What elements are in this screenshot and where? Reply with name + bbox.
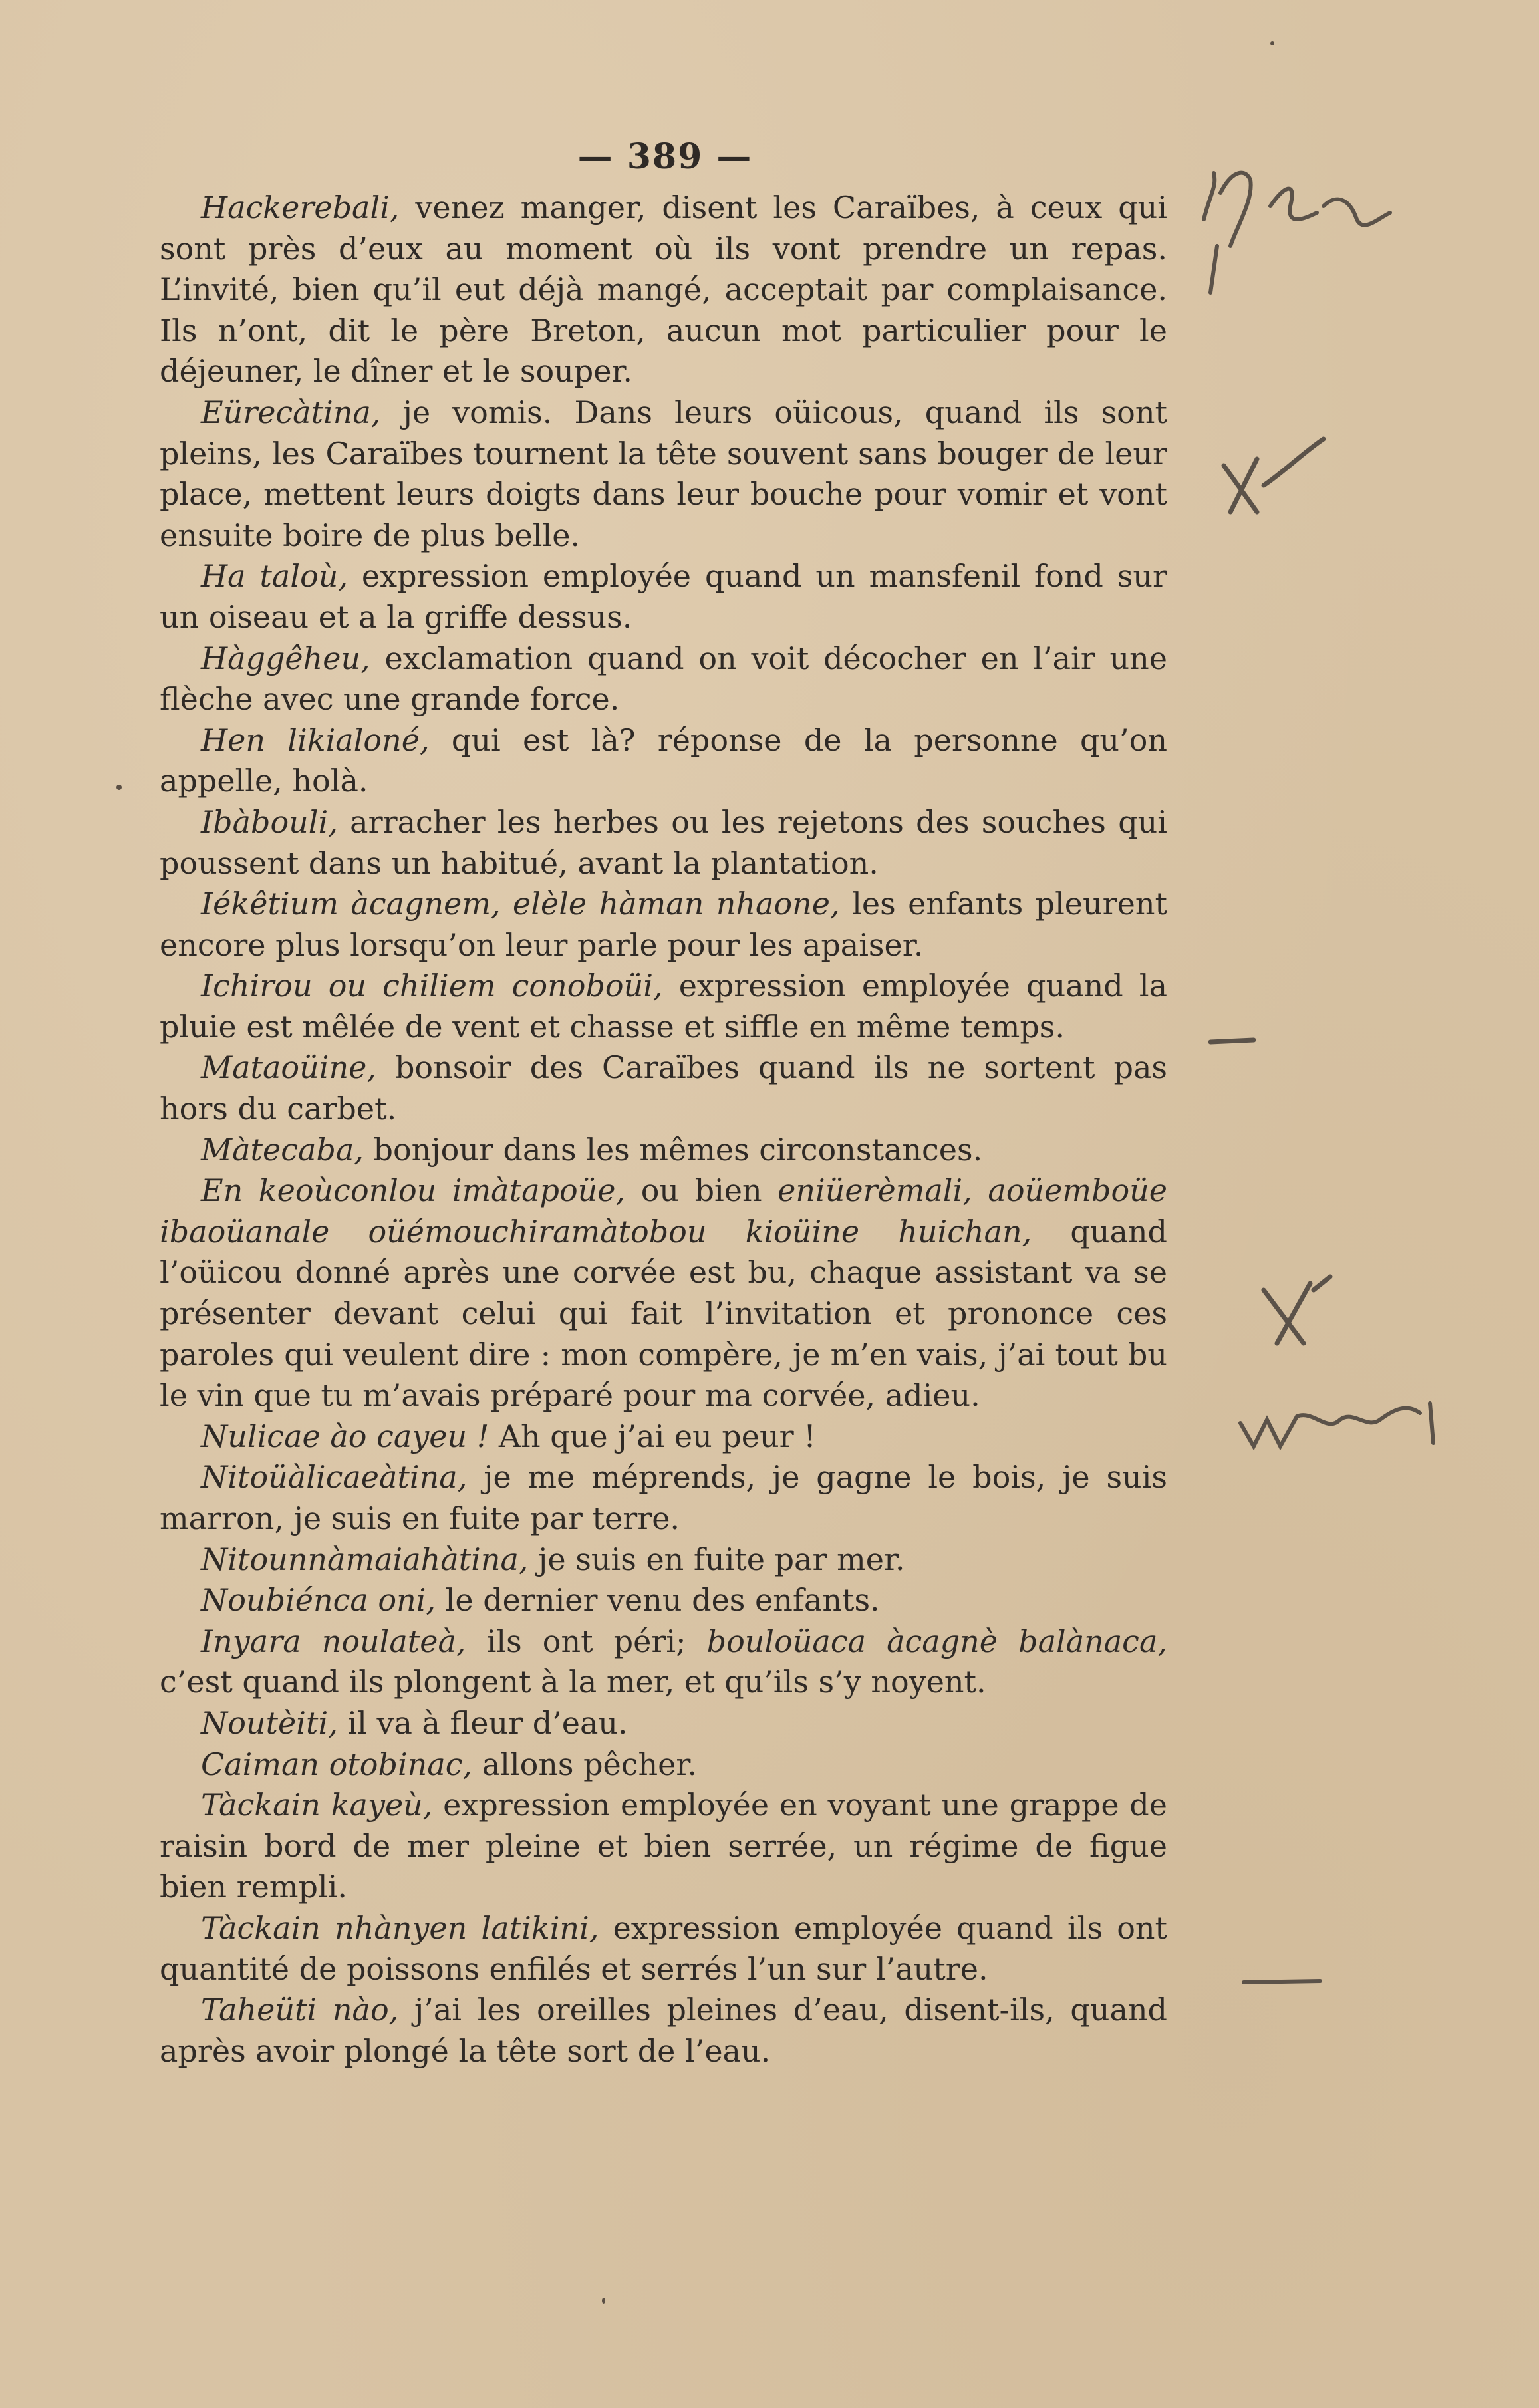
entry-term: Iékêtium àcagnem, elèle hàman nhaone, xyxy=(201,886,840,922)
entry-term: Inyara noulateà, xyxy=(201,1623,466,1659)
entry-text: expression employée en voyant une grappe de raisin bord de mer pleine et bien serrée, un régime de figue bien rempli. xyxy=(160,1787,1167,1905)
pencil-cross-mark xyxy=(1250,1270,1343,1357)
entry-text: ils ont péri; xyxy=(466,1623,707,1659)
entry-paragraph xyxy=(160,556,1167,638)
entry-term: Ha taloù, xyxy=(201,558,349,595)
entry-paragraph xyxy=(160,1908,1167,1990)
entry-term: Nulicae ào cayeu ! xyxy=(201,1418,490,1454)
entry-term: Hàggêheu, xyxy=(201,640,370,676)
entry-paragraph xyxy=(160,884,1167,966)
stray-ink-dot xyxy=(116,785,122,790)
entry-text: je suis en fuite par mer. xyxy=(528,1541,905,1577)
entry-term: Nitounnàmaiahàtina, xyxy=(201,1541,529,1577)
entry-text: je vomis. Dans leurs oüicous, quand ils sont pleins, les Caraïbes tournent la tête souvent sans bouger de leur place, mettent leurs doigts dans leur bouche pour vomir et vont ensuite boire de plus belle. xyxy=(160,394,1167,553)
entry-paragraph xyxy=(160,1130,1167,1171)
entry-term: Taheüti nào, xyxy=(201,1992,399,2028)
entry-text: expression employée quand un mansfenil fond sur un oiseau et a la griffe dessus. xyxy=(160,558,1167,635)
glossary-text xyxy=(160,188,1167,2072)
entry-term: Hen likialoné, xyxy=(201,722,430,758)
entry-text: il va à fleur d’eau. xyxy=(337,1704,628,1741)
margin-annotations xyxy=(1190,133,1457,2128)
entry-term: En keoùconlou imàtapoüe, xyxy=(201,1172,626,1209)
entry-text: bonsoir des Caraïbes quand ils ne sortent pas hors du carbet. xyxy=(160,1049,1167,1127)
entry-paragraph xyxy=(160,802,1167,884)
entry-text-secondary: c’est quand ils plongent à la mer, et qu’ils s’y noyent. xyxy=(160,1664,986,1700)
entry-text: arracher les herbes ou les rejetons des souches qui poussent dans un habitué, avant la plantation. xyxy=(160,803,1167,881)
page-number: — 389 — xyxy=(577,136,753,177)
entry-paragraph xyxy=(160,1703,1167,1744)
entry-paragraph xyxy=(160,1170,1167,1416)
entry-term-secondary: bouloüaca àcagnè balànaca, xyxy=(706,1623,1167,1659)
entry-text: expression employée quand la pluie est mêlée de vent et chasse et siffle en même temps. xyxy=(160,968,1168,1045)
entry-term: Màtecaba, xyxy=(201,1131,364,1168)
entry-text: je me méprends, je gagne le bois, je suis marron, je suis en fuite par terre. xyxy=(160,1459,1167,1536)
entry-term-secondary: eniüerèmali, aoüemboüe ibaoüanale oüémouchiramàtobou kioüine huichan, xyxy=(160,1172,1167,1250)
entry-term: Noutèiti, xyxy=(201,1704,338,1741)
entry-text: j’ai les oreilles pleines d’eau, disent-ils, quand après avoir plongé la tête sort de l’eau. xyxy=(160,1992,1167,2069)
entry-text: qui est là? réponse de la personne qu’on appelle, holà. xyxy=(160,722,1168,799)
entry-term: Tàckain kayeù, xyxy=(201,1787,433,1823)
entry-term: Tàckain nhànyen latikini, xyxy=(201,1909,599,1946)
entry-paragraph xyxy=(160,1047,1167,1129)
stray-ink-dot xyxy=(1270,41,1274,45)
entry-paragraph xyxy=(160,966,1167,1047)
entry-term: Eürecàtina, xyxy=(201,394,381,430)
entry-paragraph xyxy=(160,1539,1167,1581)
entry-paragraph xyxy=(160,392,1167,556)
pencil-scribble-mark xyxy=(1190,146,1430,306)
entry-term: Ichirou ou chiliem conoboüi, xyxy=(201,968,663,1004)
pencil-cross-mark xyxy=(1210,426,1343,525)
entry-text: bonjour dans les mêmes circonstances. xyxy=(363,1131,983,1168)
entry-text-secondary: quand l’oüicou donné après une corvée est bu, chaque assistant va se présenter devant celui qui fait l’invitation et prononce ces paroles qui veulent dire : mon compère, je m’en vais, j’ai tout bu le vin que tu m’avais préparé pour ma corvée, adieu. xyxy=(160,1213,1167,1414)
entry-text: les enfants pleurent encore plus lorsqu’on leur parle pour les apaiser. xyxy=(160,886,1167,963)
entry-paragraph xyxy=(160,1785,1167,1908)
pencil-dash-mark xyxy=(1240,1972,1327,1992)
entry-text: exclamation quand on voit décocher en l’air une flèche avec une grande force. xyxy=(160,640,1167,718)
entry-paragraph xyxy=(160,1580,1167,1621)
entry-paragraph xyxy=(160,1744,1167,1786)
entry-paragraph xyxy=(160,1621,1167,1703)
entry-term: Ibàbouli, xyxy=(201,803,338,840)
entry-paragraph xyxy=(160,1416,1167,1458)
entry-text: expression employée quand ils ont quantité de poissons enfilés et serrés l’un sur l’autre. xyxy=(160,1909,1167,1987)
entry-paragraph xyxy=(160,638,1167,720)
entry-term: Mataoüine, xyxy=(201,1049,376,1086)
entry-text: venez manger, disent les Caraïbes, à ceux qui sont près d’eux au moment où ils vont prendre un repas. L’invité, bien qu’il eut déjà mangé, acceptait par complaisance. Ils n’ont, dit le père Breton, aucun mot particulier pour le déjeuner, le dîner et le souper. xyxy=(160,190,1167,390)
entry-term: Nitoüàlicaeàtina, xyxy=(201,1459,468,1496)
pencil-dash-mark xyxy=(1207,1032,1260,1052)
entry-text: le dernier venu des enfants. xyxy=(436,1582,880,1619)
entry-paragraph xyxy=(160,188,1167,392)
pencil-scribble-mark xyxy=(1234,1383,1447,1463)
stray-ink-dot xyxy=(602,2298,605,2304)
entry-text: ou bien xyxy=(625,1172,778,1209)
entry-paragraph xyxy=(160,1990,1167,2072)
entry-term: Caiman otobinac, xyxy=(201,1746,473,1782)
entry-term: Hackerebali, xyxy=(201,190,400,225)
entry-term: Noubiénca oni, xyxy=(201,1582,436,1619)
entry-paragraph xyxy=(160,1457,1167,1539)
entry-text: Ah que j’ai eu peur ! xyxy=(489,1418,816,1454)
entry-paragraph xyxy=(160,720,1167,802)
entry-text: allons pêcher. xyxy=(472,1746,697,1782)
